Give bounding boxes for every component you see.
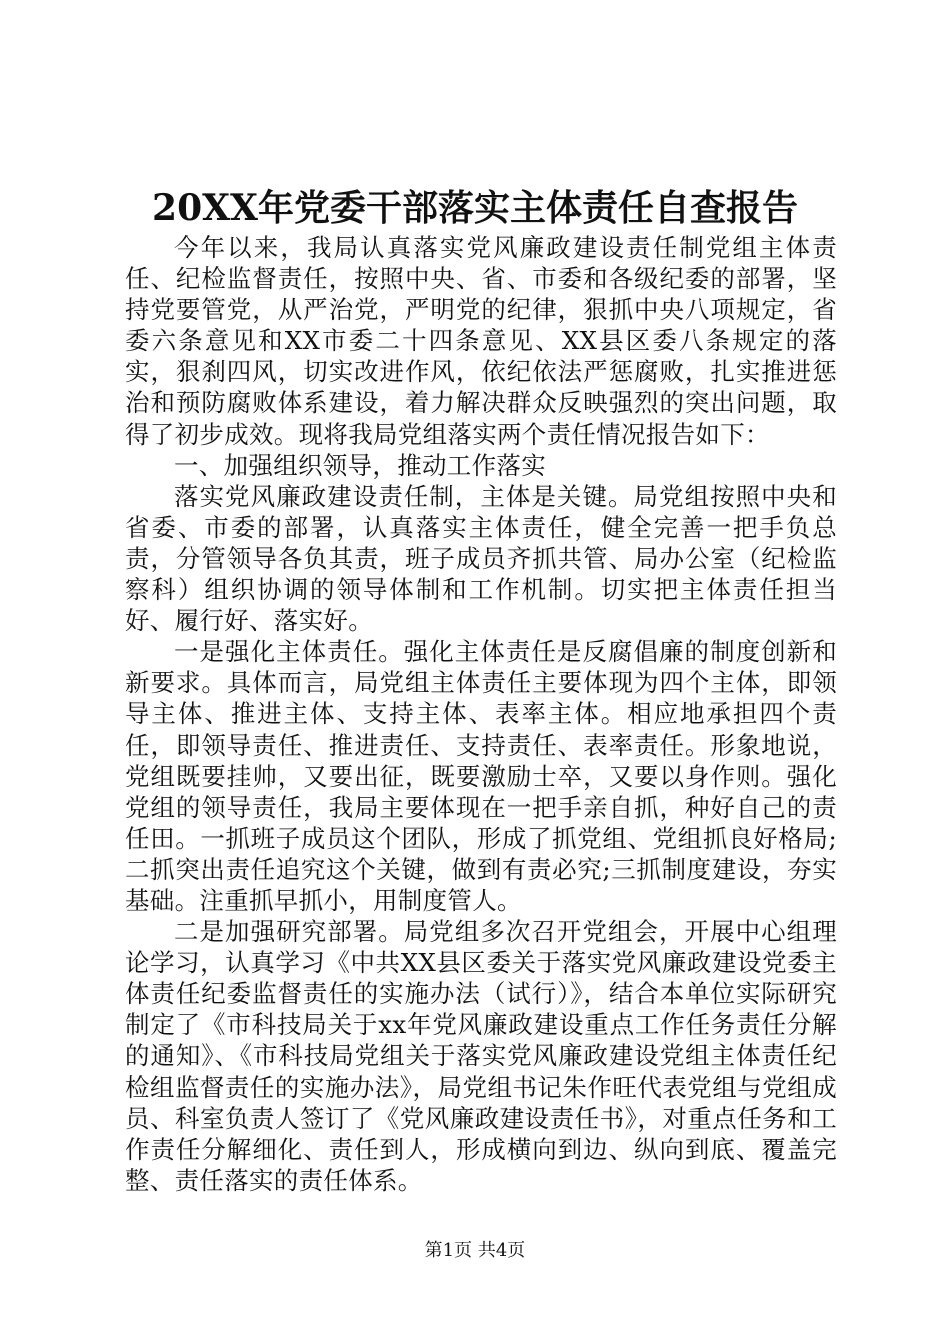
document-title: 20XX年党委干部落实主体责任自查报告 (152, 187, 798, 229)
section-heading-1: 一、加强组织领导，推动工作落实 (174, 450, 546, 480)
document-body (125, 232, 837, 1196)
paragraph-section-1: 落实党风廉政建设责任制，主体是关键。局党组按照中央和省委、市委的部署，认真落实主体责任，健全完善一把手负总责，分管领导各负其责，班子成员齐抓共管、局办公室（纪检监察科）组织协调的领导体制和工作机制。切实把主体责任担当好、履行好、落实好。 (125, 481, 837, 636)
paragraph-point-1: 一是强化主体责任。强化主体责任是反腐倡廉的制度创新和新要求。具体而言，局党组主体责任主要体现为四个主体，即领导主体、推进主体、支持主体、表率主体。相应地承担四个责任，即领导责任、推进责任、支持责任、表率责任。形象地说，党组既要挂帅，又要出征，既要激励士卒，又要以身作则。强化党组的领导责任，我局主要体现在一把手亲自抓，种好自己的责任田。一抓班子成员这个团队，形成了抓党组、党组抓良好格局;二抓突出责任追究这个关键，做到有责必究;三抓制度建设，夯实基础。注重抓早抓小，用制度管人。 (125, 637, 837, 915)
page-footer: 第1页 共4页 (424, 1240, 526, 1261)
paragraph-point-2: 二是加强研究部署。局党组多次召开党组会，开展中心组理论学习，认真学习《中共XX县区委关于落实党风廉政建设党委主体责任纪委监督责任的实施办法（试行）》，结合本单位实际研究制定了《市科技局关于xx年党风廉政建设重点工作任务责任分解的通知》、《市科技局党组关于落实党风廉政建设党组主体责任纪检组监督责任的实施办法》，局党组书记朱作旺代表党组与党组成员、科室负责人签订了《党风廉政建设责任书》，对重点任务和工作责任分解细化、责任到人，形成横向到边、纵向到底、覆盖完整、责任落实的责任体系。 (125, 917, 837, 1195)
paragraph-intro: 今年以来，我局认真落实党风廉政建设责任制党组主体责任、纪检监督责任，按照中央、省、市委和各级纪委的部署，坚持党要管党，从严治党，严明党的纪律，狠抓中央八项规定，省委六条意见和XX市委二十四条意见、XX县区委八条规定的落实，狠刹四风，切实改进作风，依纪依法严惩腐败，扎实推进惩治和预防腐败体系建设，着力解决群众反映强烈的突出问题，取得了初步成效。现将我局党组落实两个责任情况报告如下： (125, 233, 837, 449)
